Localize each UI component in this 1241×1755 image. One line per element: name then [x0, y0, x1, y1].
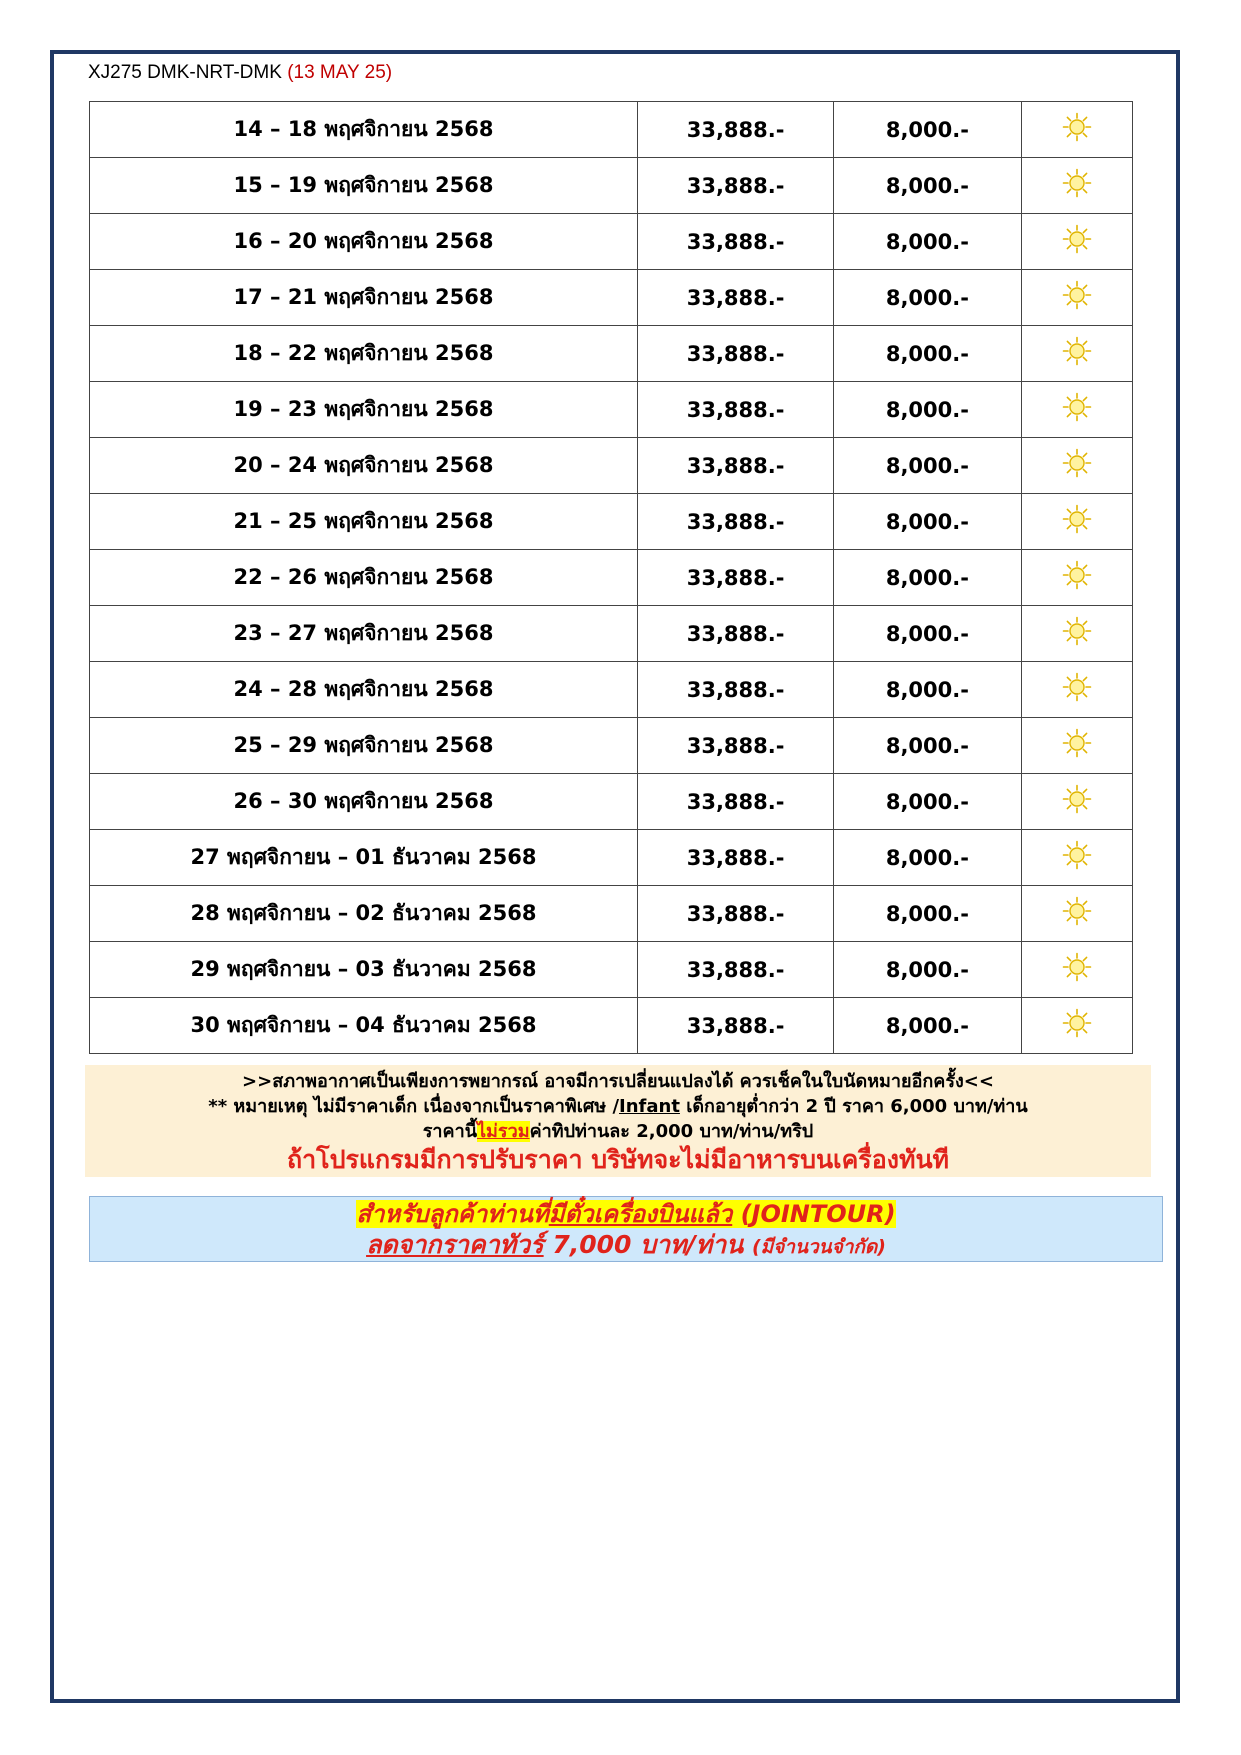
sun-icon	[1062, 840, 1092, 875]
tour-price: 33,888.-	[637, 102, 833, 158]
weather-cell	[1021, 942, 1132, 998]
promo-line-1	[90, 1199, 1162, 1229]
sun-icon	[1062, 336, 1092, 371]
travel-period: 30 พฤศจิกายน – 04 ธันวาคม 2568	[90, 998, 638, 1054]
travel-period: 19 – 23 พฤศจิกายน 2568	[90, 382, 638, 438]
weather-cell	[1021, 662, 1132, 718]
single-supplement: 8,000.-	[834, 606, 1021, 662]
single-supplement: 8,000.-	[834, 326, 1021, 382]
promo-text-underlined: มีตั๋วเครื่องบินแล้ว	[548, 1200, 733, 1228]
single-supplement: 8,000.-	[834, 494, 1021, 550]
promo-discount-amount: 7,000 บาท/ท่าน	[543, 1230, 752, 1259]
flight-code: XJ275 DMK-NRT-DMK	[88, 62, 282, 83]
tour-price: 33,888.-	[637, 774, 833, 830]
tour-price: 33,888.-	[637, 662, 833, 718]
sun-icon	[1062, 728, 1092, 763]
single-supplement: 8,000.-	[834, 942, 1021, 998]
single-supplement: 8,000.-	[834, 102, 1021, 158]
table-row	[90, 270, 1133, 326]
tour-price: 33,888.-	[637, 886, 833, 942]
single-supplement: 8,000.-	[834, 998, 1021, 1054]
table-row	[90, 326, 1133, 382]
travel-period: 18 – 22 พฤศจิกายน 2568	[90, 326, 638, 382]
tour-price: 33,888.-	[637, 214, 833, 270]
promo-text: สำหรับลูกค้าท่านที่	[356, 1200, 549, 1228]
weather-cell	[1021, 494, 1132, 550]
sun-icon	[1062, 168, 1092, 203]
tip-remark	[85, 1119, 1151, 1144]
weather-cell	[1021, 326, 1132, 382]
weather-cell	[1021, 438, 1132, 494]
weather-cell	[1021, 774, 1132, 830]
sun-icon	[1062, 1008, 1092, 1043]
table-row	[90, 886, 1133, 942]
weather-cell	[1021, 886, 1132, 942]
table-row	[90, 494, 1133, 550]
tour-price: 33,888.-	[637, 718, 833, 774]
tour-price: 33,888.-	[637, 998, 833, 1054]
sun-icon	[1062, 448, 1092, 483]
sun-icon	[1062, 560, 1092, 595]
tip-not-included: ไม่รวม	[477, 1121, 530, 1142]
tour-price: 33,888.-	[637, 326, 833, 382]
sun-icon	[1062, 224, 1092, 259]
tip-text: ราคานี้	[422, 1121, 477, 1142]
travel-period: 15 – 19 พฤศจิกายน 2568	[90, 158, 638, 214]
sun-icon	[1062, 616, 1092, 651]
travel-period: 22 – 26 พฤศจิกายน 2568	[90, 550, 638, 606]
single-supplement: 8,000.-	[834, 382, 1021, 438]
travel-period: 23 – 27 พฤศจิกายน 2568	[90, 606, 638, 662]
tour-price: 33,888.-	[637, 494, 833, 550]
table-row	[90, 718, 1133, 774]
sun-icon	[1062, 952, 1092, 987]
single-supplement: 8,000.-	[834, 270, 1021, 326]
single-supplement: 8,000.-	[834, 158, 1021, 214]
price-table	[89, 101, 1133, 1054]
promo-limited: (มีจำนวนจำกัด)	[751, 1236, 886, 1258]
table-row	[90, 382, 1133, 438]
tour-price: 33,888.-	[637, 830, 833, 886]
travel-period: 17 – 21 พฤศจิกายน 2568	[90, 270, 638, 326]
single-supplement: 8,000.-	[834, 214, 1021, 270]
table-row	[90, 550, 1133, 606]
table-row	[90, 830, 1133, 886]
table-row	[90, 998, 1133, 1054]
jointour-promo	[89, 1196, 1163, 1262]
single-supplement: 8,000.-	[834, 662, 1021, 718]
sun-icon	[1062, 392, 1092, 427]
table-row	[90, 214, 1133, 270]
table-row	[90, 606, 1133, 662]
table-row	[90, 102, 1133, 158]
table-row	[90, 774, 1133, 830]
travel-period: 26 – 30 พฤศจิกายน 2568	[90, 774, 638, 830]
notes-box	[85, 1065, 1151, 1177]
single-supplement: 8,000.-	[834, 718, 1021, 774]
sun-icon	[1062, 784, 1092, 819]
weather-cell	[1021, 550, 1132, 606]
weather-cell	[1021, 606, 1132, 662]
tour-price: 33,888.-	[637, 158, 833, 214]
sun-icon	[1062, 280, 1092, 315]
single-supplement: 8,000.-	[834, 774, 1021, 830]
promo-jointour: (JOINTOUR)	[732, 1200, 896, 1228]
tip-text-2: ค่าทิปท่านละ 2,000 บาท/ท่าน/ทริป	[529, 1121, 814, 1142]
single-supplement: 8,000.-	[834, 438, 1021, 494]
weather-cell	[1021, 158, 1132, 214]
weather-cell	[1021, 718, 1132, 774]
travel-period: 29 พฤศจิกายน – 03 ธันวาคม 2568	[90, 942, 638, 998]
single-supplement: 8,000.-	[834, 886, 1021, 942]
document-header	[88, 62, 392, 84]
remark-infant: Infant	[619, 1096, 680, 1117]
tour-price: 33,888.-	[637, 550, 833, 606]
weather-cell	[1021, 270, 1132, 326]
tour-price: 33,888.-	[637, 382, 833, 438]
table-row	[90, 438, 1133, 494]
weather-cell	[1021, 214, 1132, 270]
price-change-warning: ถ้าโปรแกรมมีการปรับราคา บริษัทจะไม่มีอาหารบนเครื่องทันที	[286, 1145, 950, 1174]
sun-icon	[1062, 896, 1092, 931]
sun-icon	[1062, 112, 1092, 147]
travel-period: 16 – 20 พฤศจิกายน 2568	[90, 214, 638, 270]
sun-icon	[1062, 672, 1092, 707]
travel-period: 21 – 25 พฤศจิกายน 2568	[90, 494, 638, 550]
table-row	[90, 158, 1133, 214]
travel-period: 20 – 24 พฤศจิกายน 2568	[90, 438, 638, 494]
travel-period: 28 พฤศจิกายน – 02 ธันวาคม 2568	[90, 886, 638, 942]
promo-line-2	[90, 1229, 1162, 1263]
travel-period: 24 – 28 พฤศจิกายน 2568	[90, 662, 638, 718]
travel-period: 25 – 29 พฤศจิกายน 2568	[90, 718, 638, 774]
weather-cell	[1021, 382, 1132, 438]
sun-icon	[1062, 504, 1092, 539]
tour-price: 33,888.-	[637, 438, 833, 494]
tour-price: 33,888.-	[637, 942, 833, 998]
single-supplement: 8,000.-	[834, 830, 1021, 886]
weather-cell	[1021, 102, 1132, 158]
travel-period: 27 พฤศจิกายน – 01 ธันวาคม 2568	[90, 830, 638, 886]
promo-discount-label: ลดจากราคาทัวร์	[366, 1230, 544, 1259]
travel-period: 14 – 18 พฤศจิกายน 2568	[90, 102, 638, 158]
table-row	[90, 662, 1133, 718]
tour-price: 33,888.-	[637, 606, 833, 662]
tour-price: 33,888.-	[637, 270, 833, 326]
issue-date: (13 MAY 25)	[287, 62, 393, 83]
weather-cell	[1021, 998, 1132, 1054]
table-row	[90, 942, 1133, 998]
remark-text-2: เด็กอายุต่ำกว่า 2 ปี ราคา 6,000 บาท/ท่าน	[679, 1096, 1028, 1117]
weather-cell	[1021, 830, 1132, 886]
single-supplement: 8,000.-	[834, 550, 1021, 606]
remark-text: ** หมายเหตุ ไม่มีราคาเด็ก เนื่องจากเป็นราคาพิเศษ /	[208, 1096, 620, 1117]
weather-note: >>สภาพอากาศเป็นเพียงการพยากรณ์ อาจมีการเปลี่ยนแปลงได้ ควรเช็คในใบนัดหมายอีกครั้ง<<	[242, 1071, 994, 1092]
infant-remark	[85, 1094, 1151, 1119]
